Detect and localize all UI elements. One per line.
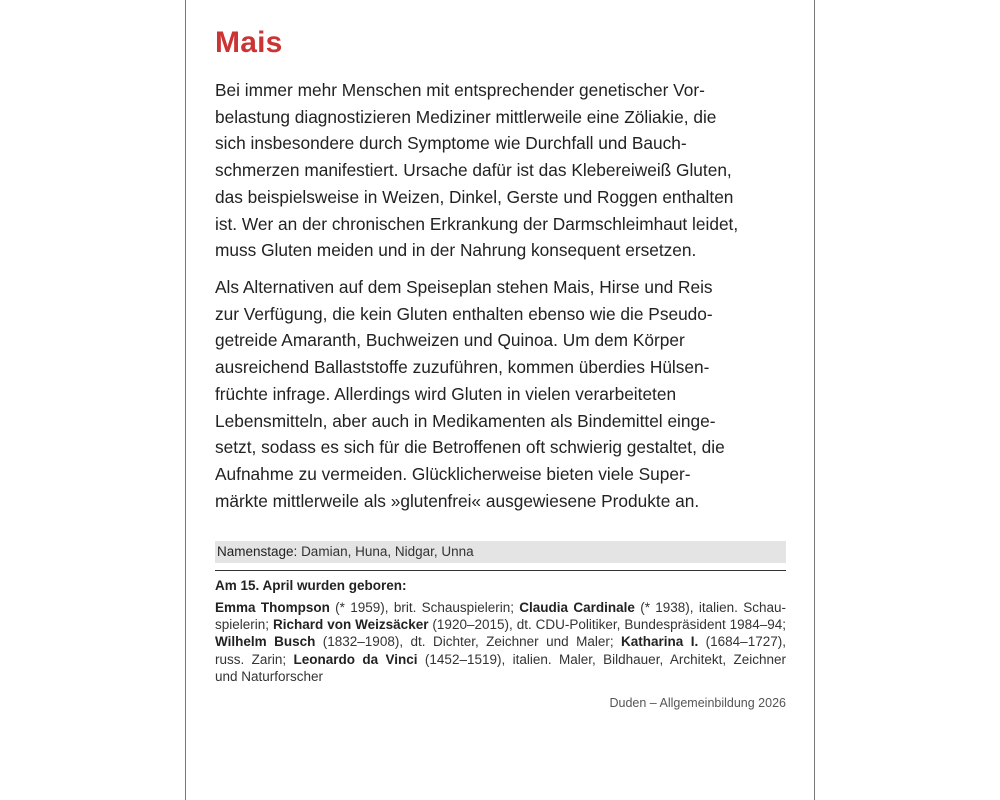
born-line [215,616,786,633]
paragraph-line: früchte infrage. Allerdings wird Gluten in vielen verarbeiteten [215,383,677,404]
person-name: Claudia Cardinale [519,600,635,615]
born-list [215,599,786,685]
person-details: (* 1938), italien. Schau- [634,600,786,615]
person-details: russ. Zarin; [215,651,294,667]
page-title: Mais [215,26,283,59]
paragraph-line: Als Alternativen auf dem Speiseplan stehen Mais, Hirse und Reis [215,277,713,297]
paragraph-line: schmerzen manifestiert. Ursache dafür ist das Klebereiweiß Gluten, [215,160,732,181]
born-line [215,599,786,616]
footer-source: Duden – Allgemeinbildung 2026 [609,696,786,710]
born-line [215,668,786,685]
calendar-page [185,0,815,800]
namenstage-names: Damian, Huna, Nidgar, Unna [301,544,474,559]
namenstage-box [215,541,786,563]
paragraph-line: Aufnahme zu vermeiden. Glücklicherweise bieten viele Super- [215,463,691,484]
paragraph-line: sich insbesondere durch Symptome wie Durchfall und Bauch- [215,133,687,154]
paragraph-line: muss Gluten meiden und in der Nahrung konsequent ersetzen. [215,240,697,261]
person-details: (1452–1519), italien. Maler, Bildhauer, Architekt, Zeichner [417,651,786,667]
person-name: Leonardo da Vinci [293,651,418,667]
paragraph-line: belastung diagnostizieren Mediziner mittlerweile eine Zöliakie, die [215,106,717,127]
paragraph-1 [215,77,786,264]
person-name: Richard von Weizsäcker [272,617,429,633]
paragraph-line: getreide Amaranth, Buchweizen und Quinoa. Um dem Körper [215,330,685,351]
paragraph-line: ist. Wer an der chronischen Erkrankung der Darmschleimhaut leidet, [215,213,739,234]
born-line [215,651,786,668]
paragraph-line: ausreichend Ballaststoffe zuzuführen, kommen überdies Hülsen- [215,357,710,378]
born-heading: Am 15. April wurden geboren: [215,578,407,593]
person-details: (1684–1727), [698,634,786,650]
section-divider [215,570,786,571]
person-name: Wilhelm Busch [215,634,316,650]
person-details: spielerin; [215,617,273,633]
person-details: (1920–2015), dt. CDU-Politiker, Bundespräsident 1984–94; [428,617,786,633]
paragraph-line: Bei immer mehr Menschen mit entsprechender genetischer Vor- [215,80,705,100]
paragraph-line: zur Verfügung, die kein Gluten enthalten ebenso wie die Pseudo- [215,303,713,324]
namenstage-label: Namenstage: [217,544,298,559]
paragraph-line: märkte mittlerweile als »glutenfrei« ausgewiesene Produkte an. [215,490,700,511]
person-name: Emma Thompson [215,600,330,615]
paragraph-line: setzt, sodass es sich für die Betroffenen oft schwierig gestaltet, die [215,437,725,458]
person-name: Katharina I. [621,634,699,650]
paragraph-line: das beispielsweise in Weizen, Dinkel, Gerste und Roggen enthalten [215,186,734,207]
born-line [215,633,786,650]
person-details: (* 1959), brit. Schauspielerin; [329,600,520,615]
paragraph-2 [215,274,786,514]
person-details: und Naturforscher [215,668,324,684]
person-details: (1832–1908), dt. Dichter, Zeichner und Maler; [315,634,622,650]
paragraph-line: Lebensmitteln, aber auch in Medikamenten als Bindemittel einge- [215,410,716,431]
